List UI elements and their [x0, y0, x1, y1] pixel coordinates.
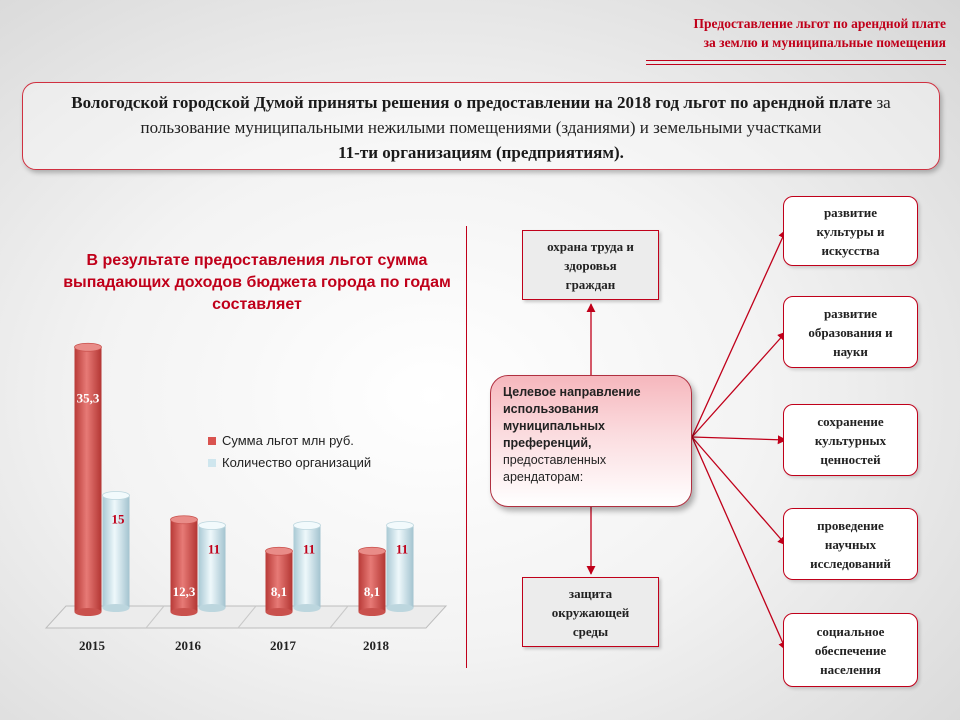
box-text-line: населения: [820, 661, 881, 677]
center-text-line: предоставленных: [503, 453, 607, 467]
center-text-line: арендаторам:: [503, 470, 584, 484]
box-text-line: проведение: [817, 517, 884, 533]
data-label-amount-2018: 8,1: [363, 584, 381, 599]
box-text-line: науки: [833, 343, 868, 359]
center-box-target-direction: [490, 375, 692, 507]
chart-title: В результате предоставления льгот сумма выпадающих доходов бюджета города по годам составляет: [63, 252, 451, 313]
box-text-line: сохранение: [817, 413, 884, 429]
box-text-line: граждан: [565, 276, 616, 292]
center-text-line: Целевое направление: [503, 385, 641, 399]
box-text-line: культуры и: [816, 223, 885, 239]
box-text-line: культурных: [814, 432, 887, 448]
box-environment: [522, 577, 659, 647]
arrow-to-culture: [692, 230, 786, 437]
x-tick-label-2016: 2016: [175, 638, 201, 653]
data-label-count-2018: 11: [395, 541, 409, 557]
box-text-line: научных: [824, 536, 877, 552]
center-text-line: использования: [503, 402, 599, 416]
box-text-line: окружающей: [551, 604, 630, 620]
box-text-line: социальное: [816, 623, 885, 639]
box-text-line: образования и: [808, 324, 893, 340]
data-label-count-2015: 15: [111, 511, 125, 527]
arrow-to-heritage: [692, 437, 786, 440]
box-text-line: среды: [572, 623, 609, 639]
x-tick-label-2018: 2018: [363, 638, 389, 653]
header-title-line2: за землю и муниципальные помещения: [703, 35, 946, 50]
box-text-line: обеспечение: [814, 642, 887, 658]
data-label-amount-2017: 8,1: [270, 584, 288, 599]
box-text-line: искусства: [821, 242, 880, 258]
box-text-line: ценностей: [820, 451, 881, 467]
box-text-line: развитие: [823, 305, 878, 321]
center-text-line: преференций,: [503, 436, 592, 450]
intro-text: за пользование муниципальными нежилыми помещениями (зданиями) и земельными участками: [140, 93, 891, 137]
box-text-line: исследований: [810, 555, 891, 571]
legend-label-0: Сумма льгот млн руб.: [222, 433, 354, 448]
box-social: [783, 613, 918, 687]
arrow-to-social: [692, 437, 786, 650]
box-text-line: развитие: [823, 204, 878, 220]
intro-text-bold-2: 11-ти организациям (предприятиям).: [338, 143, 624, 162]
data-label-count-2017: 11: [302, 541, 316, 557]
center-text-line: муниципальных: [503, 419, 605, 433]
intro-text-bold: Вологодской городской Думой приняты решения о предоставлении на 2018 год льгот по арендной плате: [71, 93, 873, 112]
header-title-line1: Предоставление льгот по арендной плате: [693, 16, 946, 31]
box-text-line: охрана труда и: [547, 238, 634, 254]
x-tick-label-2017: 2017: [270, 638, 296, 653]
data-label-count-2016: 11: [207, 541, 221, 557]
box-text-line: защита: [568, 585, 613, 601]
x-tick-label-2015: 2015: [79, 638, 105, 653]
box-labor-protection: [522, 230, 659, 300]
box-research: [783, 508, 918, 580]
arrow-to-education: [692, 332, 786, 437]
box-education: [783, 296, 918, 368]
data-label-amount-2016: 12,3: [172, 584, 196, 599]
legend-label-1: Количество организаций: [222, 455, 372, 470]
arrow-to-research: [692, 437, 786, 545]
box-text-line: здоровья: [564, 257, 617, 273]
data-label-amount-2015: 35,3: [76, 390, 100, 406]
box-heritage: [783, 404, 918, 476]
box-culture: [783, 196, 918, 266]
